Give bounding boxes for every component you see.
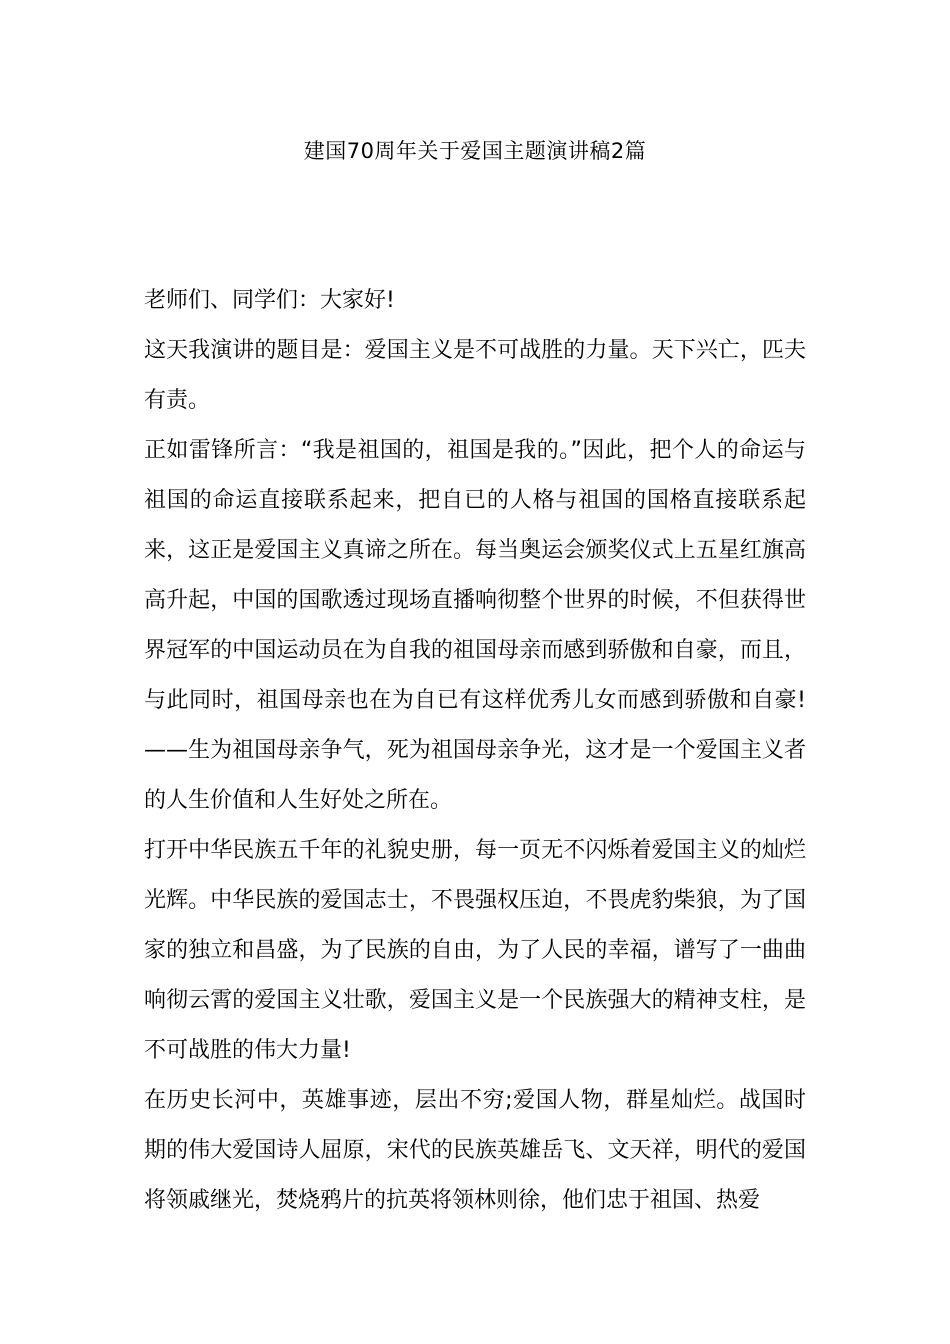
- paragraph-history: 打开中华民族五千年的礼貌史册，每一页无不闪烁着爱国主义的灿烂光辉。中华民族的爱国志士，不畏强权压迫，不畏虎豹柴狼，为了国家的独立和昌盛，为了民族的自由，为了人民的幸福，谱写了一曲曲响彻云霄的爱国主义壮歌，爱国主义是一个民族强大的精神支柱，是不可战胜的伟大力量!: [144, 838, 806, 1063]
- paragraph-leifeng: 正如雷锋所言：“我是祖国的，祖国是我的。”因此，把个人的命运与祖国的命运直接联系起来，把自已的人格与祖国的国格直接联系起来，这正是爱国主义真谛之所在。每当奥运会颁奖仪式上五星红旗高高升起，中国的国歌透过现场直播响彻整个世界的时候，不但获得世界冠军的中国运动员在为自我的祖国母亲而感到骄傲和自豪，而且，与此同时，祖国母亲也在为自已有这样优秀儿女而感到骄傲和自豪!——生为祖国母亲争气，死为祖国母亲争光，这才是一个爱国主义者的人生价值和人生好处之所在。: [144, 438, 806, 813]
- document-body: [144, 276, 806, 1226]
- paragraph-topic: 这天我演讲的题目是：爱国主义是不可战胜的力量。天下兴亡，匹夫有责。: [144, 338, 806, 413]
- document-title: 建国70周年关于爱国主题演讲稿2篇: [303, 139, 647, 163]
- paragraph-heroes: 在历史长河中，英雄事迹，层出不穷;爱国人物，群星灿烂。战国时期的伟大爱国诗人屈原，宋代的民族英雄岳飞、文天祥，明代的爱国将领戚继光，焚烧鸦片的抗英将领林则徐，他们忠于祖国、热爱: [144, 1088, 806, 1213]
- paragraph-greeting: 老师们、同学们：大家好!: [144, 288, 395, 313]
